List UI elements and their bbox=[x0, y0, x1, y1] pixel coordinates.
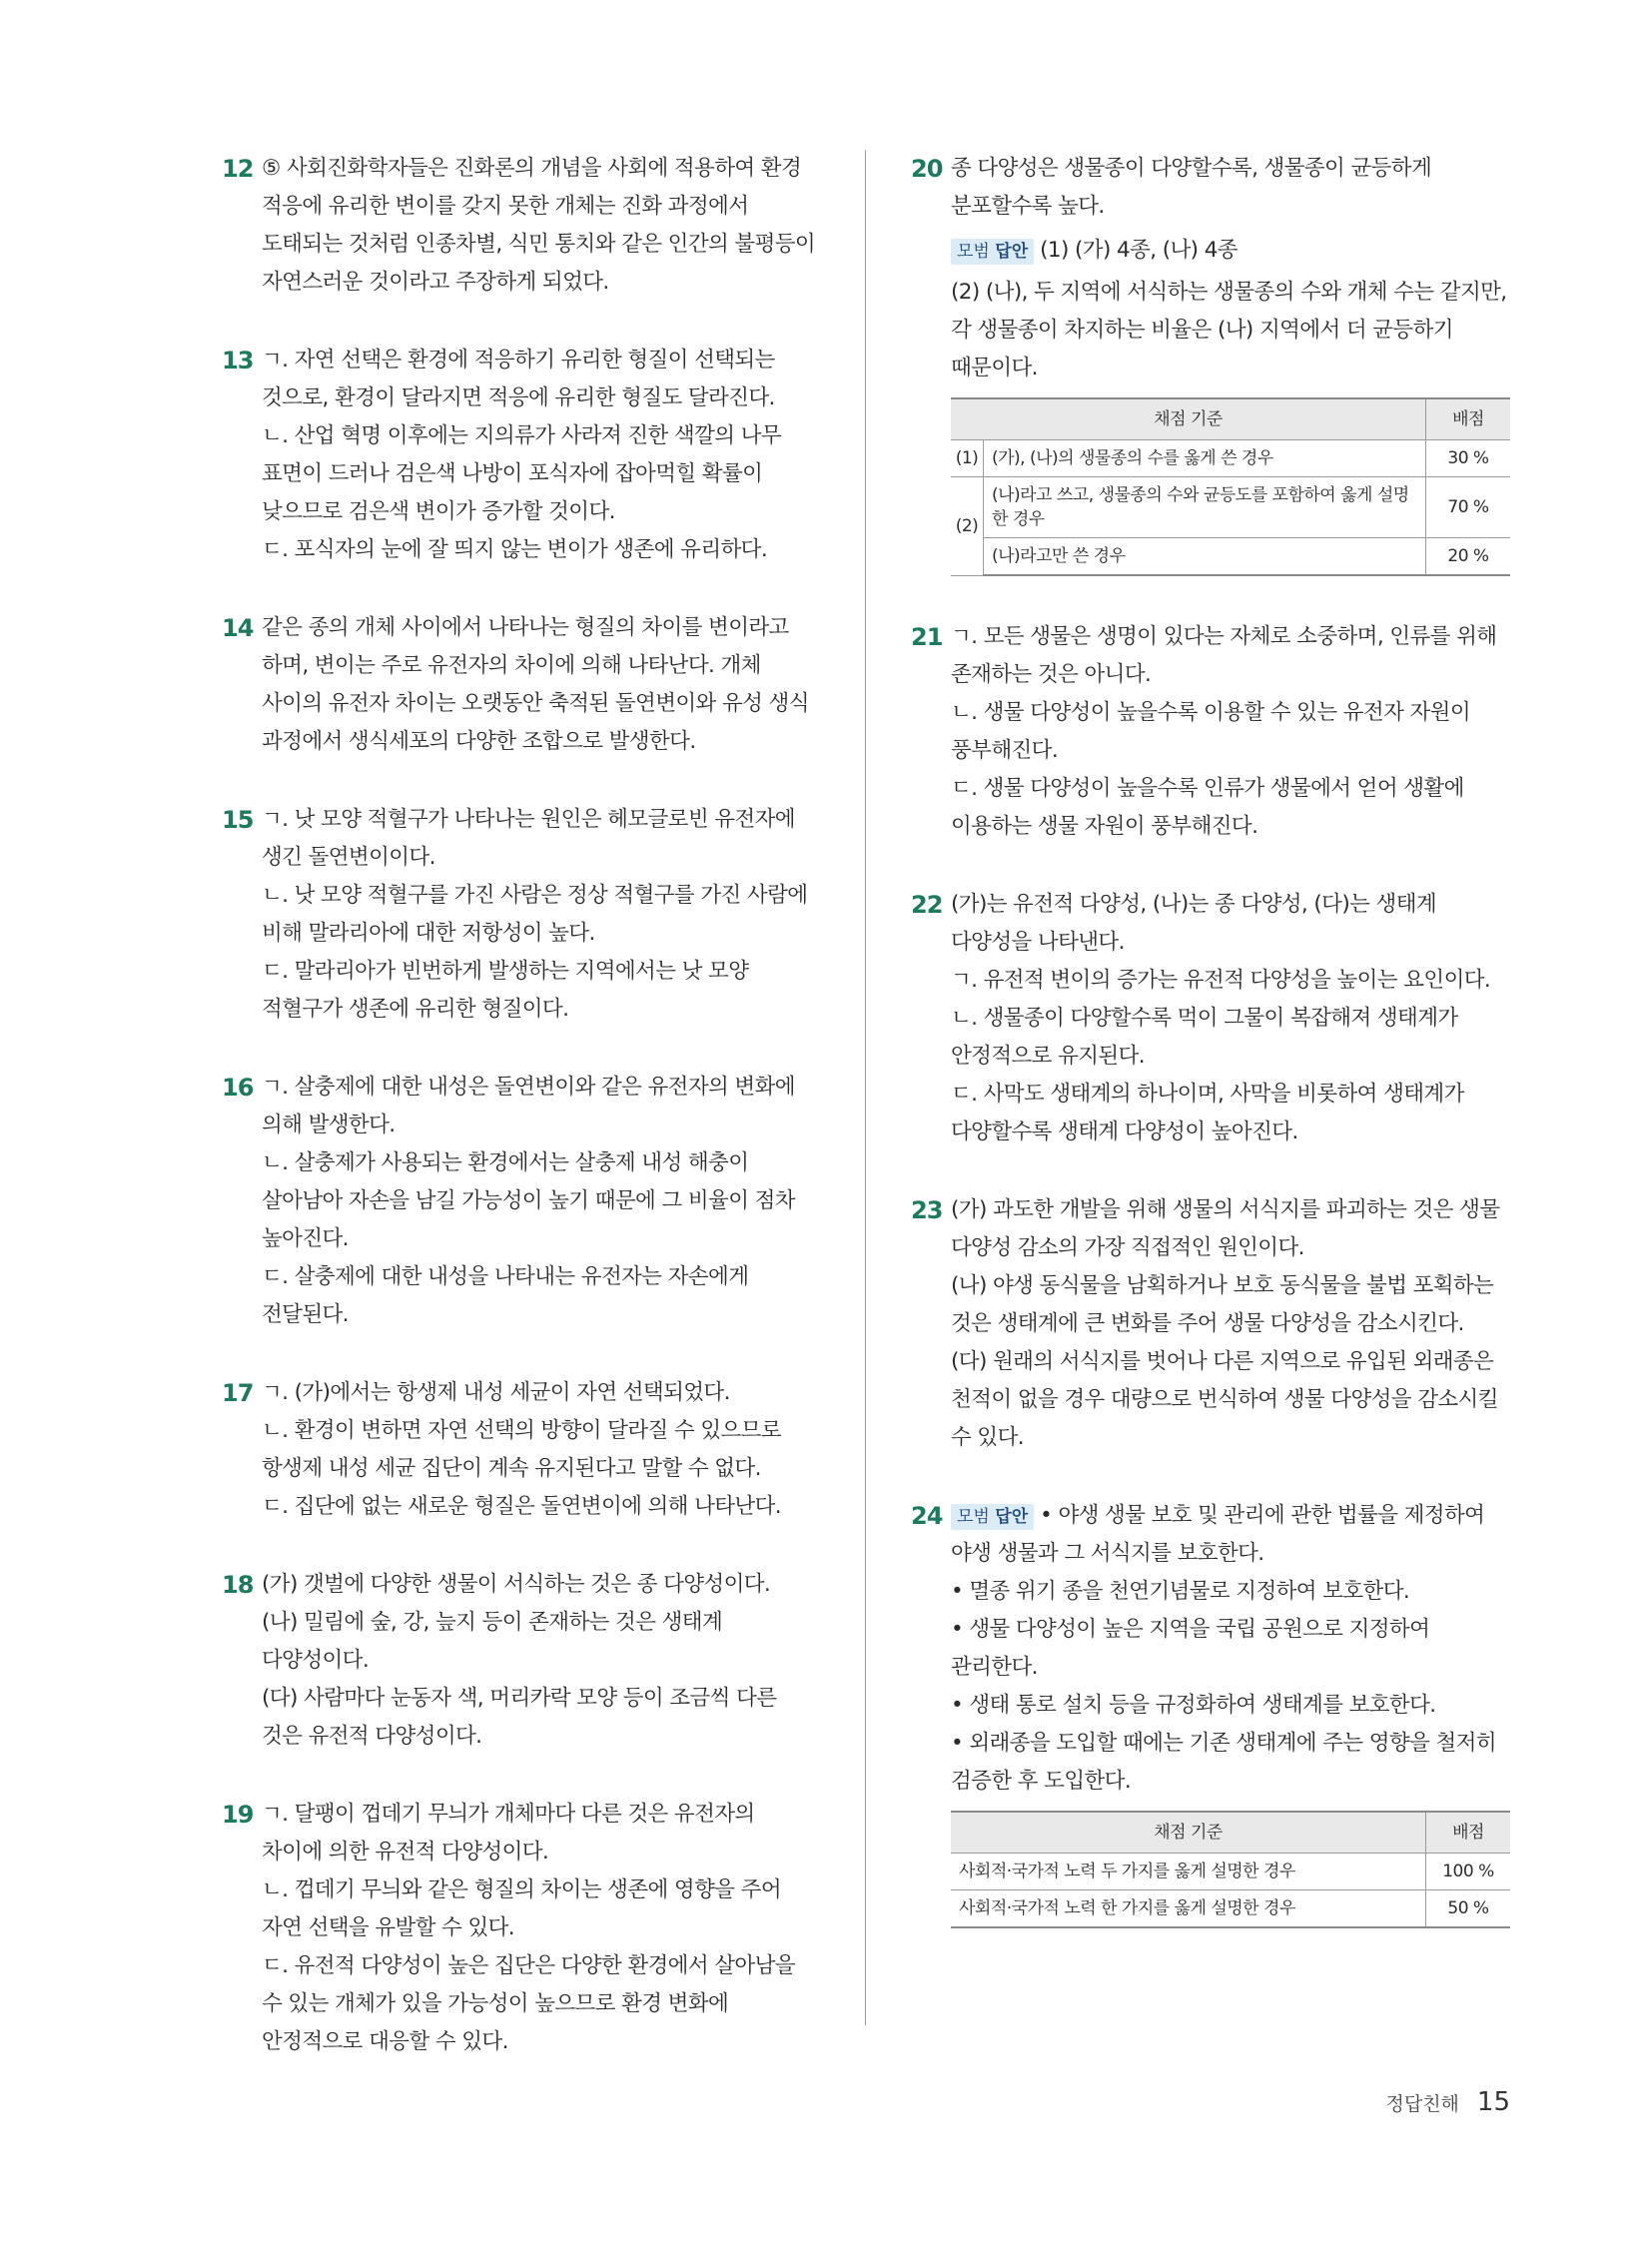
table-cell-part: (1) bbox=[951, 440, 984, 477]
answer-text: (가) 과도한 개발을 위해 생물의 서식지를 파괴하는 것은 생물 다양성 감소의 가장 직접적인 원인이다. bbox=[951, 1197, 1500, 1260]
question-23 bbox=[911, 1191, 1510, 1457]
question-number: 23 bbox=[911, 1196, 943, 1224]
answer-text: (나) 야생 동식물을 남획하거나 보호 동식물을 불법 포획하는 것은 생태계에 큰 변화를 주어 생물 다양성을 감소시킨다. bbox=[951, 1273, 1494, 1336]
question-number: 18 bbox=[222, 1571, 254, 1599]
answer-text: • 야생 생물 보호 및 관리에 관한 법률을 제정하여 야생 생물과 그 서식지를 보호한다. bbox=[951, 1503, 1485, 1566]
table-cell-score: 50 % bbox=[1426, 1890, 1511, 1928]
question-14 bbox=[222, 609, 821, 761]
question-number: 12 bbox=[222, 155, 254, 183]
answer-text: (1) (가) 4종, (나) 4종 bbox=[1040, 238, 1238, 263]
table-cell-score: 20 % bbox=[1426, 538, 1511, 576]
table-row bbox=[951, 477, 1510, 538]
answer-text: 같은 종의 개체 사이에서 나타나는 형질의 차이를 변이라고 하며, 변이는 주로 유전자의 차이에 의해 나타난다. 개체 사이의 유전자 차이는 오랫동안 축적된 돌연변이와 유성 생식 과정에서 생식세포의 다양한 조합으로 발생한다. bbox=[262, 615, 809, 754]
answer-text: ㄱ. 달팽이 껍데기 무늬가 개체마다 다른 것은 유전자의 차이에 의한 유전적 다양성이다. bbox=[262, 1802, 755, 1865]
answer-text: ㄷ. 집단에 없는 새로운 형질은 돌연변이에 의해 나타난다. bbox=[262, 1494, 781, 1519]
column-divider bbox=[865, 150, 866, 2025]
grading-table bbox=[951, 1811, 1510, 1928]
table-cell-part: (2) bbox=[951, 477, 984, 576]
question-number: 20 bbox=[911, 155, 943, 183]
table-cell-criteria: (가), (나)의 생물종의 수를 옳게 쓴 경우 bbox=[984, 440, 1426, 477]
table-row bbox=[951, 538, 1510, 576]
question-16 bbox=[222, 1069, 821, 1334]
answer-text: • 생태 통로 설치 등을 규정화하여 생태계를 보호한다. bbox=[951, 1693, 1436, 1718]
question-18 bbox=[222, 1566, 821, 1756]
right-column bbox=[911, 150, 1510, 1928]
footer-label: 정답친해 bbox=[1385, 2093, 1459, 2115]
question-number: 16 bbox=[222, 1074, 254, 1102]
table-cell-score: 100 % bbox=[1426, 1854, 1511, 1890]
table-header-score: 배점 bbox=[1426, 398, 1511, 440]
answer-text: ㄷ. 사막도 생태계의 하나이며, 사막을 비롯하여 생태계가 다양할수록 생태계 다양성이 높아진다. bbox=[951, 1082, 1464, 1144]
model-answer-badge: 모범 답안 bbox=[951, 239, 1034, 265]
question-19 bbox=[222, 1796, 821, 2061]
answer-text: ㄴ. 살충제가 사용되는 환경에서는 살충제 내성 해충이 살아남아 자손을 남길 가능성이 높기 때문에 그 비율이 점차 높아진다. bbox=[262, 1150, 795, 1251]
answer-text: ㄴ. 생물종이 다양할수록 먹이 그물이 복잡해져 생태계가 안정적으로 유지된다. bbox=[951, 1006, 1458, 1069]
table-cell-score: 70 % bbox=[1426, 477, 1511, 538]
question-number: 24 bbox=[911, 1502, 943, 1530]
answer-text: • 생물 다양성이 높은 지역을 국립 공원으로 지정하여 관리한다. bbox=[951, 1617, 1430, 1680]
table-header-score: 배점 bbox=[1426, 1812, 1511, 1854]
answer-text: • 외래종을 도입할 때에는 기존 생태계에 주는 영향을 철저히 검증한 후 도입한다. bbox=[951, 1731, 1497, 1794]
answer-text: ㄱ. 유전적 변이의 증가는 유전적 다양성을 높이는 요인이다. bbox=[951, 968, 1491, 993]
table-cell-criteria: 사회적·국가적 노력 한 가지를 옳게 설명한 경우 bbox=[951, 1890, 1426, 1928]
question-15 bbox=[222, 801, 821, 1029]
question-number: 14 bbox=[222, 614, 254, 642]
answer-text: ㄴ. 산업 혁명 이후에는 지의류가 사라져 진한 색깔의 나무 표면이 드러나 검은색 나방이 포식자에 잡아먹힐 확률이 낮으므로 검은색 변이가 증가할 것이다. bbox=[262, 423, 781, 524]
answer-text: (다) 사람마다 눈동자 색, 머리카락 모양 등이 조금씩 다른 것은 유전적 다양성이다. bbox=[262, 1686, 777, 1749]
model-answer-line bbox=[951, 1497, 1510, 1573]
table-header-criteria: 채점 기준 bbox=[951, 398, 1426, 440]
answer-text: ㄱ. 낫 모양 적혈구가 나타나는 원인은 헤모글로빈 유전자에 생긴 돌연변이이다. bbox=[262, 807, 795, 870]
page-number: 15 bbox=[1476, 2087, 1510, 2117]
answer-text: ㄴ. 환경이 변하면 자연 선택의 방향이 달라질 수 있으므로 항생제 내성 세균 집단이 계속 유지된다고 말할 수 없다. bbox=[262, 1418, 781, 1481]
answer-text: ㄷ. 생물 다양성이 높을수록 인류가 생물에서 얻어 생활에 이용하는 생물 자원이 풍부해진다. bbox=[951, 776, 1464, 839]
table-cell-criteria: (나)라고만 쓴 경우 bbox=[984, 538, 1426, 576]
left-column bbox=[222, 150, 821, 2061]
question-number: 13 bbox=[222, 347, 254, 374]
question-20 bbox=[911, 150, 1510, 576]
answer-text: ㄱ. 자연 선택은 환경에 적응하기 유리한 형질이 선택되는 것으로, 환경이 달라지면 적응에 유리한 형질도 달라진다. bbox=[262, 348, 775, 410]
answer-text: ㄱ. 모든 생물은 생명이 있다는 자체로 소중하며, 인류를 위해 존재하는 것은 아니다. bbox=[951, 624, 1497, 687]
answer-text: ㄷ. 유전적 다양성이 높은 집단은 다양한 환경에서 살아남을 수 있는 개체가 있을 가능성이 높으므로 환경 변화에 안정적으로 대응할 수 있다. bbox=[262, 1953, 795, 2054]
answer-text: ⑤ 사회진화학자들은 진화론의 개념을 사회에 적용하여 환경 적응에 유리한 변이를 갖지 못한 개체는 진화 과정에서 도태되는 것처럼 인종차별, 식민 통치와 같은 인간의 불평등이 자연스러운 것이라고 주장하게 되었다. bbox=[262, 156, 816, 295]
answer-text: (다) 원래의 서식지를 벗어나 다른 지역으로 유입된 외래종은 천적이 없을 경우 대량으로 번식하여 생물 다양성을 감소시킬 수 있다. bbox=[951, 1349, 1498, 1450]
table-row bbox=[951, 1854, 1510, 1890]
question-number: 19 bbox=[222, 1801, 254, 1829]
answer-text: ㄴ. 껍데기 무늬와 같은 형질의 차이는 생존에 영향을 주어 자연 선택을 유발할 수 있다. bbox=[262, 1877, 781, 1940]
answer-text: (나) 밀림에 숲, 강, 늪지 등이 존재하는 것은 생태계 다양성이다. bbox=[262, 1610, 723, 1673]
answer-text: ㄱ. (가)에서는 항생제 내성 세균이 자연 선택되었다. bbox=[262, 1380, 730, 1405]
model-answer-line bbox=[951, 232, 1510, 270]
question-number: 21 bbox=[911, 623, 943, 651]
answer-text: 종 다양성은 생물종이 다양할수록, 생물종이 균등하게 분포할수록 높다. bbox=[951, 156, 1432, 219]
grading-table bbox=[951, 397, 1510, 576]
question-17 bbox=[222, 1374, 821, 1526]
answer-text: ㄱ. 살충제에 대한 내성은 돌연변이와 같은 유전자의 변화에 의해 발생한다. bbox=[262, 1075, 795, 1137]
answer-text: (가) 갯벌에 다양한 생물이 서식하는 것은 종 다양성이다. bbox=[262, 1572, 771, 1597]
answer-text: ㄴ. 생물 다양성이 높을수록 이용할 수 있는 유전자 자원이 풍부해진다. bbox=[951, 700, 1470, 763]
question-number: 22 bbox=[911, 891, 943, 919]
page-footer bbox=[1385, 2087, 1510, 2117]
table-row bbox=[951, 1890, 1510, 1928]
table-cell-criteria: 사회적·국가적 노력 두 가지를 옳게 설명한 경우 bbox=[951, 1854, 1426, 1890]
answer-text: (가)는 유전적 다양성, (나)는 종 다양성, (다)는 생태계 다양성을 나타낸다. bbox=[951, 892, 1437, 955]
answer-text: ㄷ. 말라리아가 빈번하게 발생하는 지역에서는 낫 모양 적혈구가 생존에 유리한 형질이다. bbox=[262, 959, 749, 1022]
table-header-criteria: 채점 기준 bbox=[951, 1812, 1426, 1854]
answer-text: ㄷ. 포식자의 눈에 잘 띄지 않는 변이가 생존에 유리하다. bbox=[262, 537, 768, 562]
answer-text: • 멸종 위기 종을 천연기념물로 지정하여 보호한다. bbox=[951, 1579, 1410, 1604]
table-row bbox=[951, 440, 1510, 477]
question-12 bbox=[222, 150, 821, 302]
answer-text: ㄴ. 낫 모양 적혈구를 가진 사람은 정상 적혈구를 가진 사람에 비해 말라리아에 대한 저항성이 높다. bbox=[262, 883, 808, 946]
question-21 bbox=[911, 618, 1510, 846]
question-number: 17 bbox=[222, 1379, 254, 1407]
model-answer-badge: 모범 답안 bbox=[951, 1504, 1034, 1530]
table-cell-criteria: (나)라고 쓰고, 생물종의 수와 균등도를 포함하여 옳게 설명한 경우 bbox=[984, 477, 1426, 538]
question-number: 15 bbox=[222, 806, 254, 834]
question-22 bbox=[911, 886, 1510, 1151]
answer-text: (2) (나), 두 지역에 서식하는 생물종의 수와 개체 수는 같지만, 각 생물종이 차지하는 비율은 (나) 지역에서 더 균등하기 때문이다. bbox=[951, 280, 1507, 380]
table-cell-score: 30 % bbox=[1426, 440, 1511, 477]
question-13 bbox=[222, 342, 821, 569]
question-24 bbox=[911, 1497, 1510, 1928]
answer-text: ㄷ. 살충제에 대한 내성을 나타내는 유전자는 자손에게 전달된다. bbox=[262, 1264, 749, 1327]
